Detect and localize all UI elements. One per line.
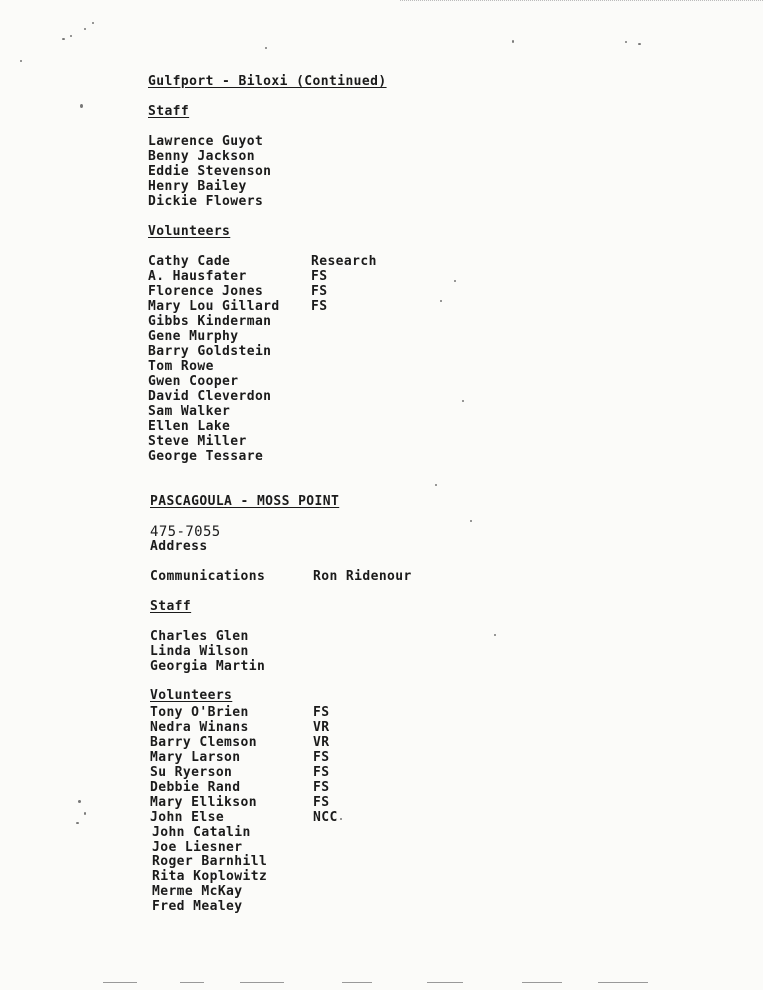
volunteer-name: Tony O'Brien [150,705,249,720]
volunteer-name: John Catalin [152,825,251,840]
volunteer-role: FS [313,765,330,780]
volunteer-name: Tom Rowe [148,359,214,374]
pascagoula-heading: PASCAGOULA - MOSS POINT [150,494,340,509]
volunteer-role: Research [311,254,377,269]
bottom-edge-mark [522,982,562,983]
pascagoula-staff-heading: Staff [150,599,192,614]
staff-name: Linda Wilson [150,644,249,659]
staff-name: Dickie Flowers [148,194,264,209]
volunteer-name: Mary Ellikson [150,795,257,810]
volunteer-name: Mary Lou Gillard [148,299,280,314]
staff-name: Henry Bailey [148,179,247,194]
volunteer-role: FS [311,299,328,314]
volunteer-role: FS [313,780,330,795]
volunteer-role: FS [311,284,328,299]
gulfport-volunteers-heading: Volunteers [148,224,231,239]
pascagoula-address-label: Address [150,539,208,554]
volunteer-name: Rita Koplowitz [152,869,268,884]
volunteer-role: FS [311,269,328,284]
staff-name: Georgia Martin [150,659,266,674]
pascagoula-volunteers-heading: Volunteers [150,688,233,703]
volunteer-name: Barry Goldstein [148,344,272,359]
bottom-edge-mark [427,982,463,983]
staff-name: Charles Glen [150,629,249,644]
top-edge-dotted-line [400,0,763,2]
bottom-edge-mark [342,982,372,983]
volunteer-name: John Else [150,810,225,825]
bottom-edge-mark [240,982,284,983]
volunteer-role: VR [313,735,330,750]
communications-name: Ron Ridenour [313,569,412,584]
volunteer-role: FS [313,750,330,765]
volunteer-name: George Tessare [148,449,264,464]
volunteer-name: A. Hausfater [148,269,247,284]
volunteer-name: David Cleverdon [148,389,272,404]
volunteer-role: FS [313,795,330,810]
volunteer-name: Steve Miller [148,434,247,449]
volunteer-name: Florence Jones [148,284,264,299]
staff-name: Benny Jackson [148,149,255,164]
volunteer-role: VR [313,720,330,735]
volunteer-name: Fred Mealey [152,899,243,914]
bottom-edge-mark [103,982,137,983]
volunteer-role: NCC [313,810,338,825]
gulfport-staff-heading: Staff [148,104,190,119]
volunteer-name: Barry Clemson [150,735,257,750]
volunteer-name: Nedra Winans [150,720,249,735]
volunteer-name: Cathy Cade [148,254,231,269]
gulfport-biloxi-heading: Gulfport - Biloxi (Continued) [148,74,387,89]
volunteer-name: Sam Walker [148,404,231,419]
volunteer-name: Debbie Rand [150,780,241,795]
volunteer-name: Mary Larson [150,750,241,765]
volunteer-name: Gwen Cooper [148,374,239,389]
volunteer-name: Gene Murphy [148,329,239,344]
staff-name: Eddie Stevenson [148,164,272,179]
bottom-edge-mark [180,982,204,983]
volunteer-name: Roger Barnhill [152,854,268,869]
staff-name: Lawrence Guyot [148,134,264,149]
communications-label: Communications [150,569,266,584]
volunteer-name: Su Ryerson [150,765,233,780]
volunteer-name: Gibbs Kinderman [148,314,272,329]
volunteer-name: Merme McKay [152,884,243,899]
volunteer-name: Ellen Lake [148,419,231,434]
volunteer-name: Joe Liesner [152,840,243,855]
bottom-edge-mark [598,982,648,983]
pascagoula-phone: 475-7055 [150,524,221,540]
volunteer-role: FS [313,705,330,720]
